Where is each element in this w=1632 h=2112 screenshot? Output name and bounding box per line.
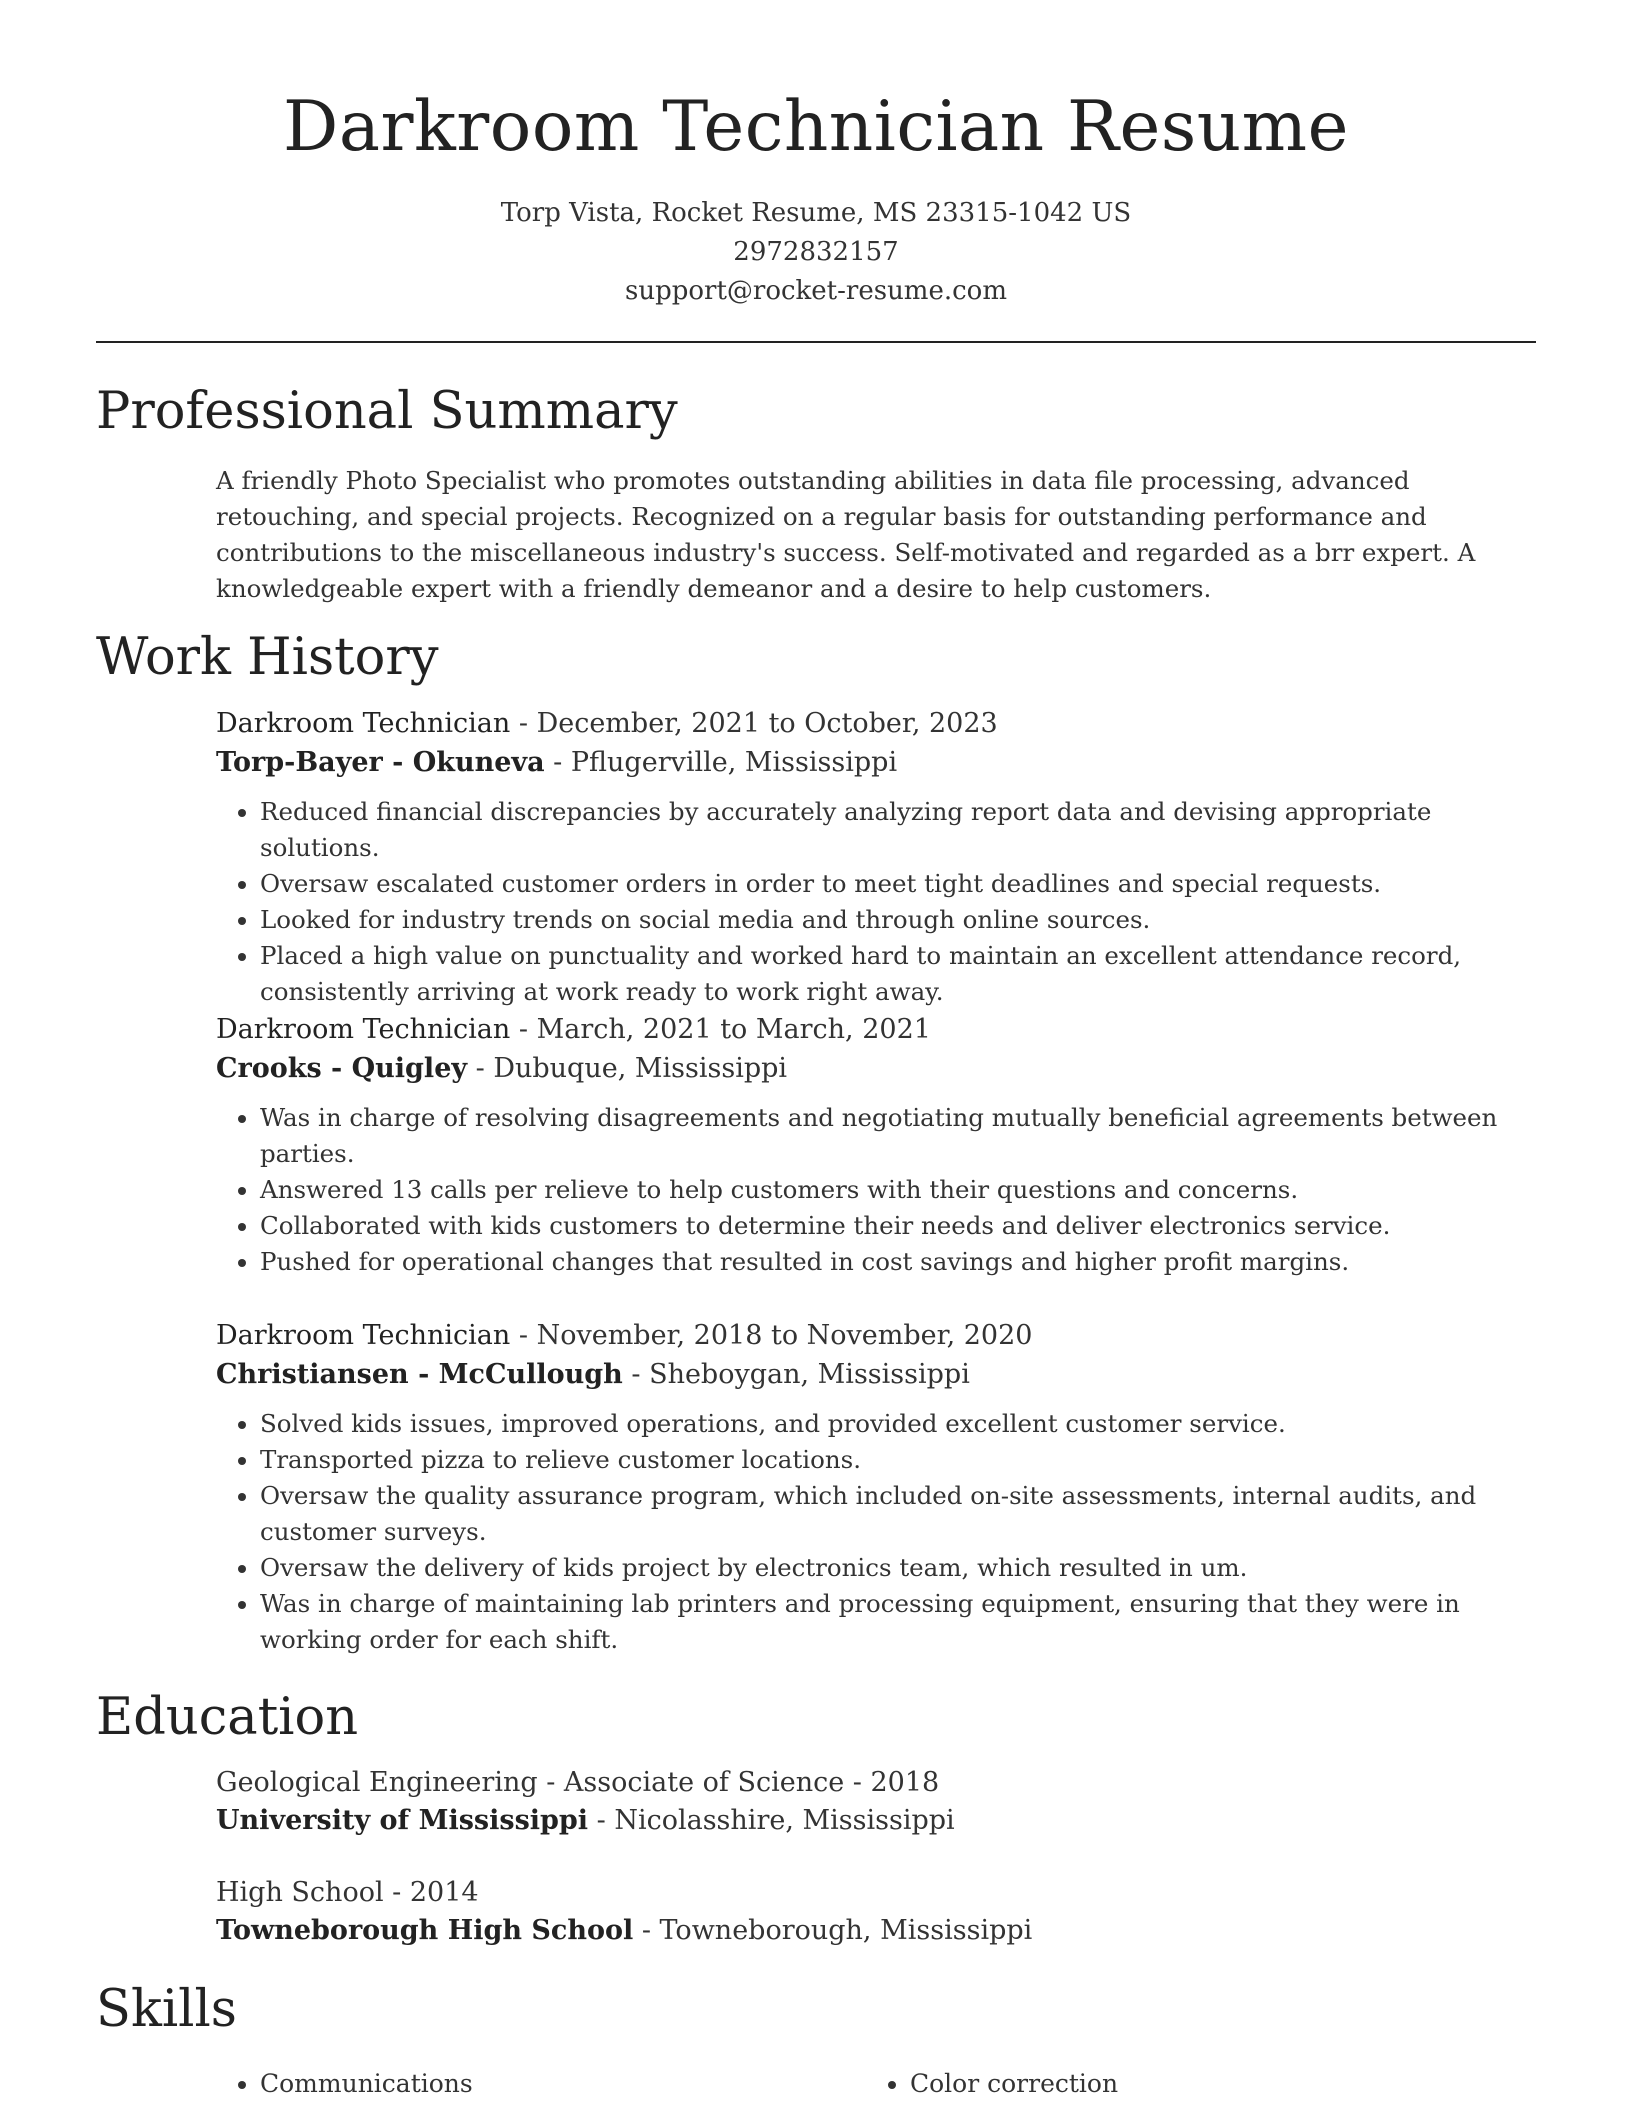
job-entry — [216, 1010, 1536, 1280]
section-title-education: Education — [96, 1688, 359, 1747]
job-role: Darkroom Technician — [216, 1014, 511, 1045]
list-item: • Placed a high value on punctuality and worked hard to maintain an excellent attendance record, consistently arriving at work ready to work right away. — [260, 938, 1536, 1010]
section-title-summary: Professional Summary — [96, 382, 678, 441]
resume-header — [0, 82, 1632, 311]
list-item: • Solved kids issues, improved operations, and provided excellent customer service. — [260, 1406, 1536, 1442]
contact-phone: 2972832157 — [733, 237, 899, 267]
list-item: • Collaborated with kids customers to determine their needs and deliver electronics service. — [260, 1208, 1536, 1244]
contact-email: support@rocket-resume.com — [624, 276, 1007, 306]
education-school-line — [216, 1802, 1536, 1840]
list-item: • Looked for industry trends on social media and through online sources. — [260, 902, 1536, 938]
section-title-work-history: Work History — [96, 628, 439, 687]
list-item: • Oversaw the delivery of kids project by electronics team, which resulted in um. — [260, 1550, 1536, 1586]
job-dates: - March, 2021 to March, 2021 — [510, 1014, 931, 1045]
education-entry — [216, 1764, 1536, 1840]
contact-info — [0, 194, 1632, 311]
education-location: - Towneborough, Mississippi — [633, 1915, 1033, 1946]
job-entry — [216, 704, 1536, 1010]
education-degree: Geological Engineering - Associate of Science - 2018 — [216, 1767, 940, 1798]
list-item: • Answered 13 calls per relieve to help customers with their questions and concerns. — [260, 1172, 1536, 1208]
job-employer — [216, 1355, 1536, 1394]
list-item: • Transported pizza to relieve customer locations. — [260, 1442, 1536, 1478]
list-item: • Was in charge of maintaining lab printers and processing equipment, ensuring that they were in working order for each shift. — [260, 1586, 1536, 1658]
job-dates: - December, 2021 to October, 2023 — [510, 708, 998, 739]
skill-item: • Color correction — [910, 2066, 1118, 2102]
education-school: Towneborough High School — [216, 1915, 634, 1946]
list-item: • Was in charge of resolving disagreements and negotiating mutually beneficial agreements between parties. — [260, 1100, 1536, 1172]
job-role: Darkroom Technician — [216, 1320, 511, 1351]
job-company: Crooks - Quigley — [216, 1053, 468, 1084]
list-item: • Reduced financial discrepancies by accurately analyzing report data and devising appropriate solutions. — [260, 794, 1536, 866]
job-location: - Dubuque, Mississippi — [467, 1053, 788, 1084]
skills-column-right — [866, 2066, 1118, 2102]
education-school-line — [216, 1912, 1536, 1950]
education-location: - Nicolasshire, Mississippi — [588, 1805, 955, 1836]
job-dates: - November, 2018 to November, 2020 — [510, 1320, 1033, 1351]
job-company: Torp-Bayer - Okuneva — [216, 747, 545, 778]
list-item: • Oversaw the quality assurance program, which included on-site assessments, internal audits, and customer surveys. — [260, 1478, 1536, 1550]
job-entry — [216, 1316, 1536, 1658]
job-bullets — [216, 1100, 1536, 1280]
education-entry — [216, 1874, 1536, 1950]
page-title: Darkroom Technician Resume — [283, 87, 1349, 167]
education-school: University of Mississippi — [216, 1805, 589, 1836]
job-heading — [216, 1010, 1536, 1049]
job-heading — [216, 704, 1536, 743]
list-item: • Pushed for operational changes that resulted in cost savings and higher profit margins. — [260, 1244, 1536, 1280]
job-role: Darkroom Technician — [216, 708, 511, 739]
skill-item: • Communications — [260, 2066, 473, 2102]
job-bullets — [216, 1406, 1536, 1658]
contact-address: Torp Vista, Rocket Resume, MS 23315-1042 US — [500, 198, 1132, 228]
skills-column-left — [216, 2066, 473, 2102]
summary-text: A friendly Photo Specialist who promotes outstanding abilities in data file processing, advanced retouching, and special projects. Recognized on a regular basis for outstanding performance and contributions to the miscellaneous industry's success. Self-motivated and regarded as a brr expert. A knowledgeable expert with a friendly demeanor and a desire to help customers. — [216, 466, 1476, 603]
job-employer — [216, 1049, 1536, 1088]
job-heading — [216, 1316, 1536, 1355]
header-divider — [96, 341, 1536, 343]
job-employer — [216, 743, 1536, 782]
list-item: • Oversaw escalated customer orders in order to meet tight deadlines and special requests. — [260, 866, 1536, 902]
job-company: Christiansen - McCullough — [216, 1359, 623, 1390]
section-title-skills: Skills — [96, 1980, 237, 2039]
job-location: - Pflugerville, Mississippi — [544, 747, 898, 778]
job-location: - Sheboygan, Mississippi — [622, 1359, 970, 1390]
education-degree: High School - 2014 — [216, 1877, 479, 1908]
job-bullets — [216, 794, 1536, 1010]
